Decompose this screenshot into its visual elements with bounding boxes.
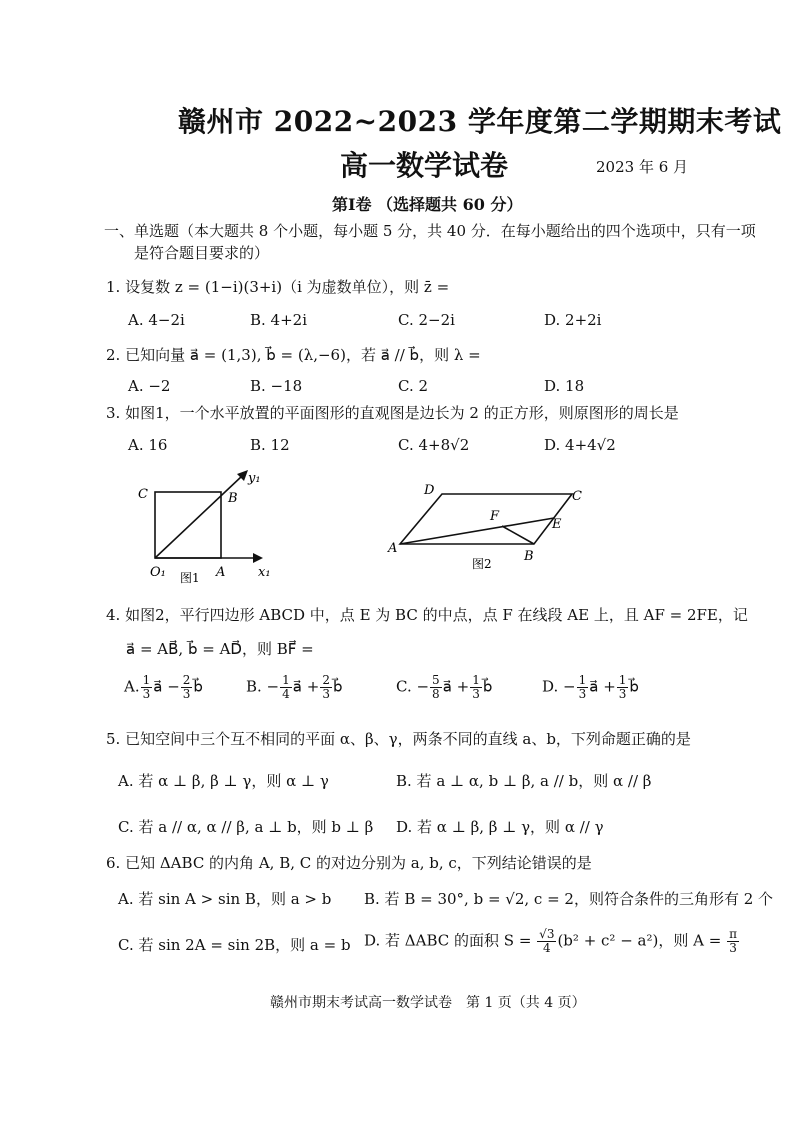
exam-title: 赣州市 2022~2023 学年度第二学期期末考试: [178, 105, 782, 138]
q6-option-d-frac-2: [727, 928, 739, 955]
figure-1-label-x: x₁: [258, 565, 271, 580]
q2-option-d: D. 18: [544, 377, 585, 395]
q4-option-c: [396, 674, 492, 701]
frac-numerator: 1: [618, 673, 627, 687]
q6-option-c: C. 若 sin 2A = sin 2B，则 a = b: [118, 936, 351, 954]
q4-option-d: [542, 674, 639, 701]
q1-option-b: B. 4+2i: [250, 311, 308, 329]
q3-option-d: D. 4+4√2: [544, 436, 616, 454]
q4-option-b-mid: a⃗ +: [292, 677, 320, 696]
frac-numerator: 2: [182, 673, 191, 687]
figure-2-label-f: F: [490, 509, 500, 524]
q4-option-d-end: b⃗: [629, 677, 639, 696]
q6-option-b: B. 若 B = 30°, b = √2, c = 2，则符合条件的三角形有 2 个: [364, 890, 774, 908]
q4-option-a-frac-2: [181, 674, 193, 701]
page-footer: 赣州市期末考试高一数学试卷 第 1 页（共 4 页）: [270, 995, 586, 1011]
frac-numerator: 1: [472, 673, 480, 687]
q4-stem-line-1: 4. 如图2，平行四边形 ABCD 中，点 E 为 BC 的中点，点 F 在线段 AE 上，且 AF = 2FE，记: [106, 606, 748, 624]
q4-option-d-frac-1: [577, 674, 589, 701]
q1-stem: 1. 设复数 z = (1−i)(3+i)（i 为虚数单位），则 z̄ =: [106, 278, 450, 296]
frac-numerator: 1: [578, 673, 587, 687]
q4-option-c-label: C. −: [396, 677, 430, 696]
q3-option-c: C. 4+8√2: [398, 436, 470, 454]
q4-stem-line-2: a⃗ = AB⃗, b⃗ = AD⃗，则 BF⃗ =: [126, 640, 314, 658]
q4-option-b-label: B. −: [246, 677, 280, 696]
figure-1-caption: 图1: [180, 571, 200, 585]
figure-1-label-c: C: [138, 487, 148, 502]
q2-stem: 2. 已知向量 a⃗ = (1,3), b⃗ = (λ,−6)，若 a⃗ // b⃗，则 λ =: [106, 346, 481, 364]
q4-option-b-frac-1: [280, 674, 292, 701]
q4-option-a: [124, 674, 203, 701]
figure-1-label-a: A: [216, 565, 226, 580]
q4-option-c-end: b⃗: [482, 677, 493, 696]
figure-2-label-e: E: [552, 517, 562, 532]
frac-denominator: 4: [542, 941, 551, 955]
frac-denominator: 8: [432, 687, 440, 701]
q4-option-a-frac-1: [141, 674, 153, 701]
q1-option-c: C. 2−2i: [398, 311, 455, 329]
q4-option-a-end: b⃗: [193, 677, 203, 696]
frac-numerator: 5: [432, 673, 440, 687]
q4-option-a-mid: a⃗ −: [153, 677, 180, 696]
frac-denominator: 3: [729, 941, 737, 955]
section-heading: 第Ⅰ卷 （选择题共 60 分）: [332, 195, 523, 214]
figure-1-x-arrow: [253, 553, 263, 563]
q5-option-a: A. 若 α ⊥ β, β ⊥ γ，则 α ⊥ γ: [118, 772, 329, 790]
q5-option-b: B. 若 a ⊥ α, b ⊥ β, a // b，则 α // β: [396, 772, 652, 790]
q3-stem: 3. 如图1，一个水平放置的平面图形的直观图是边长为 2 的正方形，则原图形的周长是: [106, 404, 679, 422]
q4-option-d-label: D. −: [542, 677, 576, 696]
frac-denominator: 3: [472, 687, 480, 701]
q6-option-a: A. 若 sin A > sin B，则 a > b: [118, 890, 332, 908]
figure-2-caption: 图2: [472, 557, 492, 571]
q4-option-a-label: A.: [124, 677, 140, 696]
frac-denominator: 3: [322, 687, 330, 701]
figure-2-label-c: C: [572, 489, 582, 504]
q6-option-d-frac-1: [537, 928, 556, 955]
q6-option-d: [364, 928, 740, 955]
q5-option-c: C. 若 a // α, α // β, a ⊥ b，则 b ⊥ β: [118, 818, 374, 836]
frac-denominator: 3: [142, 687, 151, 701]
frac-numerator: 2: [322, 673, 330, 687]
q6-option-d-middle: (b² + c² − a²)，则 A =: [557, 931, 722, 950]
q6-option-d-prefix: D. 若 ΔABC 的面积 S =: [364, 931, 532, 950]
q6-stem: 6. 已知 ΔABC 的内角 A, B, C 的对边分别为 a, b, c，下列结论错误的是: [106, 854, 592, 872]
figure-2-label-b: B: [524, 549, 534, 564]
q3-option-b: B. 12: [250, 436, 290, 454]
figure-2-label-d: D: [424, 483, 435, 498]
frac-denominator: 3: [618, 687, 627, 701]
frac-numerator: √3: [539, 927, 555, 941]
q4-option-c-frac-2: [470, 674, 482, 701]
q4-option-d-frac-2: [617, 674, 629, 701]
figure-2: [384, 478, 594, 576]
q4-option-b-frac-2: [320, 674, 332, 701]
frac-denominator: 3: [182, 687, 191, 701]
frac-denominator: 4: [282, 687, 290, 701]
figure-2-label-a: A: [388, 541, 398, 556]
q3-option-a: A. 16: [128, 436, 168, 454]
figure-2-segment-bf: [502, 526, 534, 544]
frac-numerator: π: [729, 927, 737, 941]
q2-option-c: C. 2: [398, 377, 429, 395]
q1-option-a: A. 4−2i: [128, 311, 185, 329]
q1-option-d: D. 2+2i: [544, 311, 602, 329]
figure-1: [130, 462, 290, 588]
figure-1-y-axis: [155, 476, 242, 558]
q2-option-b: B. −18: [250, 377, 303, 395]
figure-1-label-o: O₁: [150, 565, 166, 580]
q2-option-a: A. −2: [128, 377, 171, 395]
frac-numerator: 1: [282, 673, 290, 687]
q5-stem: 5. 已知空间中三个互不相同的平面 α、β、γ，两条不同的直线 a、b，下列命题正确的是: [106, 730, 691, 748]
q4-option-d-mid: a⃗ +: [589, 677, 616, 696]
q4-option-c-frac-1: [430, 674, 442, 701]
figure-1-label-b: B: [228, 491, 238, 506]
figure-2-segment-ae: [400, 518, 554, 544]
frac-numerator: 1: [142, 673, 151, 687]
instructions-line-2: 是符合题目要求的）: [134, 244, 270, 262]
instructions-line-1: 一、单选题（本大题共 8 个小题，每小题 5 分，共 40 分．在每小题给出的四个选项中，只有一项: [104, 222, 756, 240]
q4-option-c-mid: a⃗ +: [442, 677, 470, 696]
frac-denominator: 3: [578, 687, 587, 701]
exam-subtitle: 高一数学试卷: [340, 149, 509, 182]
exam-date: 2023 年 6 月: [596, 158, 689, 176]
q5-option-d: D. 若 α ⊥ β, β ⊥ γ，则 α // γ: [396, 818, 604, 836]
q4-option-b-end: b⃗: [332, 677, 343, 696]
q4-option-b: [246, 674, 342, 701]
figure-1-label-y: y₁: [248, 471, 261, 486]
